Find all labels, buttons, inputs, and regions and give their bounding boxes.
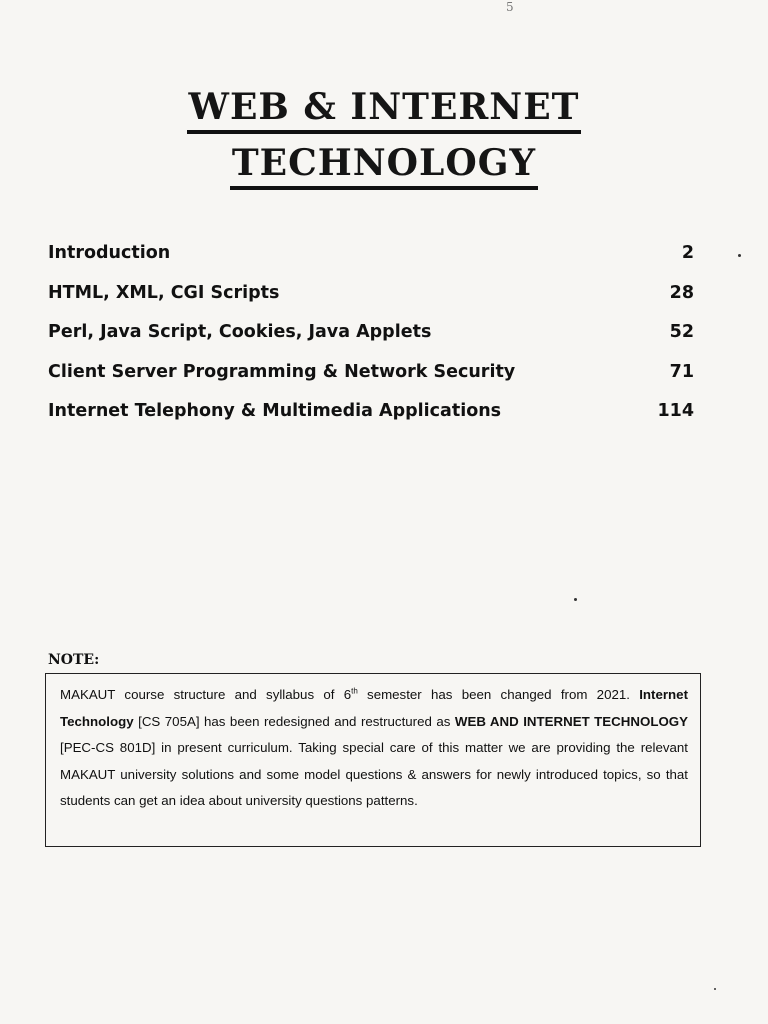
toc-page-number: 52 xyxy=(669,322,694,342)
title-line-2: TECHNOLOGY xyxy=(230,140,538,190)
toc-label: HTML, XML, CGI Scripts xyxy=(48,282,280,303)
note-bold-new-course: WEB AND INTERNET TECHNOLOGY xyxy=(454,713,688,729)
note-text: [PEC-CS 801D] in present curriculum. Taking special care of this matter we are providing the relevant MAKAUT university solutions and some model questions & answers for newly introduced topics, so that students can get an idea about university questions patterns. xyxy=(60,740,688,808)
toc-row xyxy=(48,362,694,402)
toc-page-number: 2 xyxy=(681,243,694,263)
scan-speck xyxy=(714,988,716,990)
note-text: [CS 705A] has been redesigned and restructured as xyxy=(133,713,455,729)
scan-speck xyxy=(738,254,741,257)
note-superscript: th xyxy=(351,686,358,696)
note-label: NOTE: xyxy=(48,652,100,668)
toc-page-number: 28 xyxy=(669,282,694,303)
note-box xyxy=(45,673,701,847)
title-line-1: WEB & INTERNET xyxy=(187,84,582,134)
toc-row xyxy=(48,322,694,362)
note-text: MAKAUT course structure and syllabus of 6 xyxy=(60,687,352,702)
toc-row xyxy=(48,401,694,441)
note-bold-course: Internet Technology xyxy=(60,687,688,729)
toc-page-number: 71 xyxy=(669,361,694,382)
toc-row xyxy=(48,243,694,283)
toc-page-number: 114 xyxy=(657,401,694,421)
page-mark: 5 xyxy=(506,0,514,14)
toc-row xyxy=(48,283,694,323)
table-of-contents xyxy=(48,243,694,441)
scan-speck xyxy=(574,598,577,601)
toc-label: Perl, Java Script, Cookies, Java Applets xyxy=(48,322,432,342)
document-title xyxy=(0,84,768,190)
toc-label: Introduction xyxy=(48,243,171,263)
note-text: semester has been changed from 2021. xyxy=(357,687,640,702)
toc-label: Client Server Programming & Network Security xyxy=(48,361,516,382)
toc-label: Internet Telephony & Multimedia Applications xyxy=(48,401,502,421)
